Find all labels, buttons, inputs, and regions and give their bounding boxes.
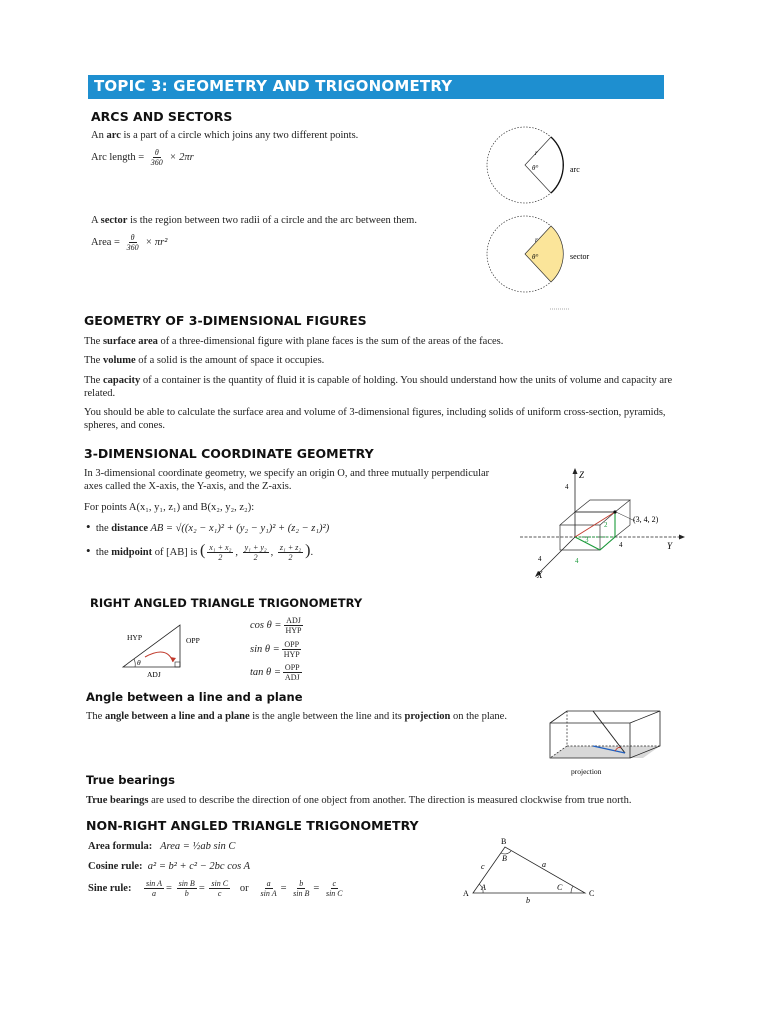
surface-area-text: The surface area of a three-dimensional figure with plane faces is the sum of the areas of the faces. [84,336,504,347]
arc-definition: An arc is a part of a circle which joins any two different points. [91,130,359,141]
arc-diagram [480,125,630,205]
point-label: (3, 4, 2) [633,515,659,524]
geometry-3d-heading: GEOMETRY OF 3-DIMENSIONAL FIGURES [84,313,367,328]
coordinate-intro: In 3-dimensional coordinate geometry, we specify an origin O, and three mutually perpendicular axes called the X-axis, the Y-axis, and the Z-axis. [84,468,490,492]
volume-text: The volume of a solid is the amount of space it occupies. [84,355,325,366]
right-triangle-heading: RIGHT ANGLED TRIANGLE TRIGONOMETRY [90,596,363,610]
green-2-label: 2 [604,521,608,529]
sector-area-formula: Area = $\frac{\theta}{360}$ × πr² [91,233,168,252]
topic-banner [88,75,664,99]
vertex-b-label: B [501,837,507,846]
arc-label: arc [570,165,580,174]
z-tick-label: 4 [565,483,569,491]
arc-theta-label: θ° [532,164,539,172]
hyp-label: HYP [127,633,143,642]
x-tick-label: 4 [538,555,542,563]
projection-diagram [545,708,670,780]
arcs-heading: ARCS AND SECTORS [91,109,233,124]
midpoint-formula: • the midpoint of [AB] is ( $\frac{\text{x₁ + x₂}}{2}$ , $\frac{\text{y₁ + y₂}}{2}$ , $\frac{\text{z₁ + z₂}}{2}$ ). [86,541,314,562]
angle-plane-text: The angle between a line and a plane is the angle between the line and its projection on the plane. [86,711,507,722]
angle-c-label: C [557,883,563,892]
angle-b-label: B [502,854,507,863]
points-text: For points A(x₁, y₁, z₁) and B(x₂, y₂, z₂): [84,502,255,513]
topic-title: TOPIC 3: GEOMETRY AND TRIGONOMETRY [94,77,453,95]
sector-diagram [480,212,630,312]
coordinate-3d-diagram [515,465,690,585]
vertex-a-label: A [463,889,469,898]
side-b-label: b [526,896,530,905]
coordinate-heading: 3-DIMENSIONAL COORDINATE GEOMETRY [84,446,374,461]
sector-theta-label: θ° [532,253,539,261]
bearings-text: True bearings are used to describe the direction of one object from another. The direction is measured clockwise from true north. [86,795,632,806]
theta-label: θ [137,658,141,667]
sector-label: sector [570,252,590,261]
cos-formula: cos θ = $\frac{\text{ADJ}}{\text{HYP}}$ [250,616,302,635]
projection-label: projection [571,767,602,776]
right-triangle-diagram [115,615,225,685]
sin-formula: sin θ = $\frac{\text{OPP}}{\text{HYP}}$ [250,640,300,659]
angle-a-label: A [481,883,486,892]
capacity-text: The capacity of a container is the quantity of fluid it is capable of holding. You should understand how the units of volume and capacity are related. [84,375,673,399]
y-tick-label: 4 [619,541,623,549]
adj-label: ADJ [147,670,161,679]
bearings-heading: True bearings [86,773,175,787]
x-axis-label: X [537,570,543,580]
area-formula-row: Area formula: Area = ½ab sin C [88,841,236,852]
arc-length-formula: Arc length = $\frac{\theta}{360}$ × 2πr [91,148,194,167]
vertex-c-label: C [589,889,595,898]
arc-r-label: r [535,149,538,157]
distance-formula: • the distance AB = √((x₂ − x₁)² + (y₂ − y₁)² + (z₂ − z₁)²) [86,519,330,534]
opp-label: OPP [186,636,200,645]
green-4-label: 4 [575,557,579,565]
sector-definition: A sector is the region between two radii of a circle and the arc between them. [91,215,417,226]
non-right-heading: NON-RIGHT ANGLED TRIANGLE TRIGONOMETRY [86,818,419,833]
angle-plane-heading: Angle between a line and a plane [86,690,303,704]
non-right-triangle-diagram [458,835,608,905]
z-axis-label: Z [579,470,585,480]
side-c-label: c [481,862,485,871]
sine-rule-row: Sine rule: $\frac{\text{sin A}}{a}$ = $\frac{\text{sin B}}{b}$ = $\frac{\text{sin C}}{c}$ or $\frac{a}{\text{sin A}}$ = $\frac{b}{\text{sin B}}$ = $\frac{c}{\text{sin C}}$ [88,879,343,898]
green-3-label: 3 [585,536,589,544]
side-a-label: a [542,860,546,869]
y-axis-label: Y [667,541,673,551]
calculate-text: You should be able to calculate the surface area and volume of 3-dimensional figures, including solids of uniform cross-section, pyramids, spheres, and cones. [84,407,666,431]
sector-r-label: r [535,236,538,244]
tan-formula: tan θ = $\frac{\text{OPP}}{\text{ADJ}}$ [250,663,300,682]
cosine-rule-row: Cosine rule: a² = b² + c² − 2bc cos A [88,861,251,872]
